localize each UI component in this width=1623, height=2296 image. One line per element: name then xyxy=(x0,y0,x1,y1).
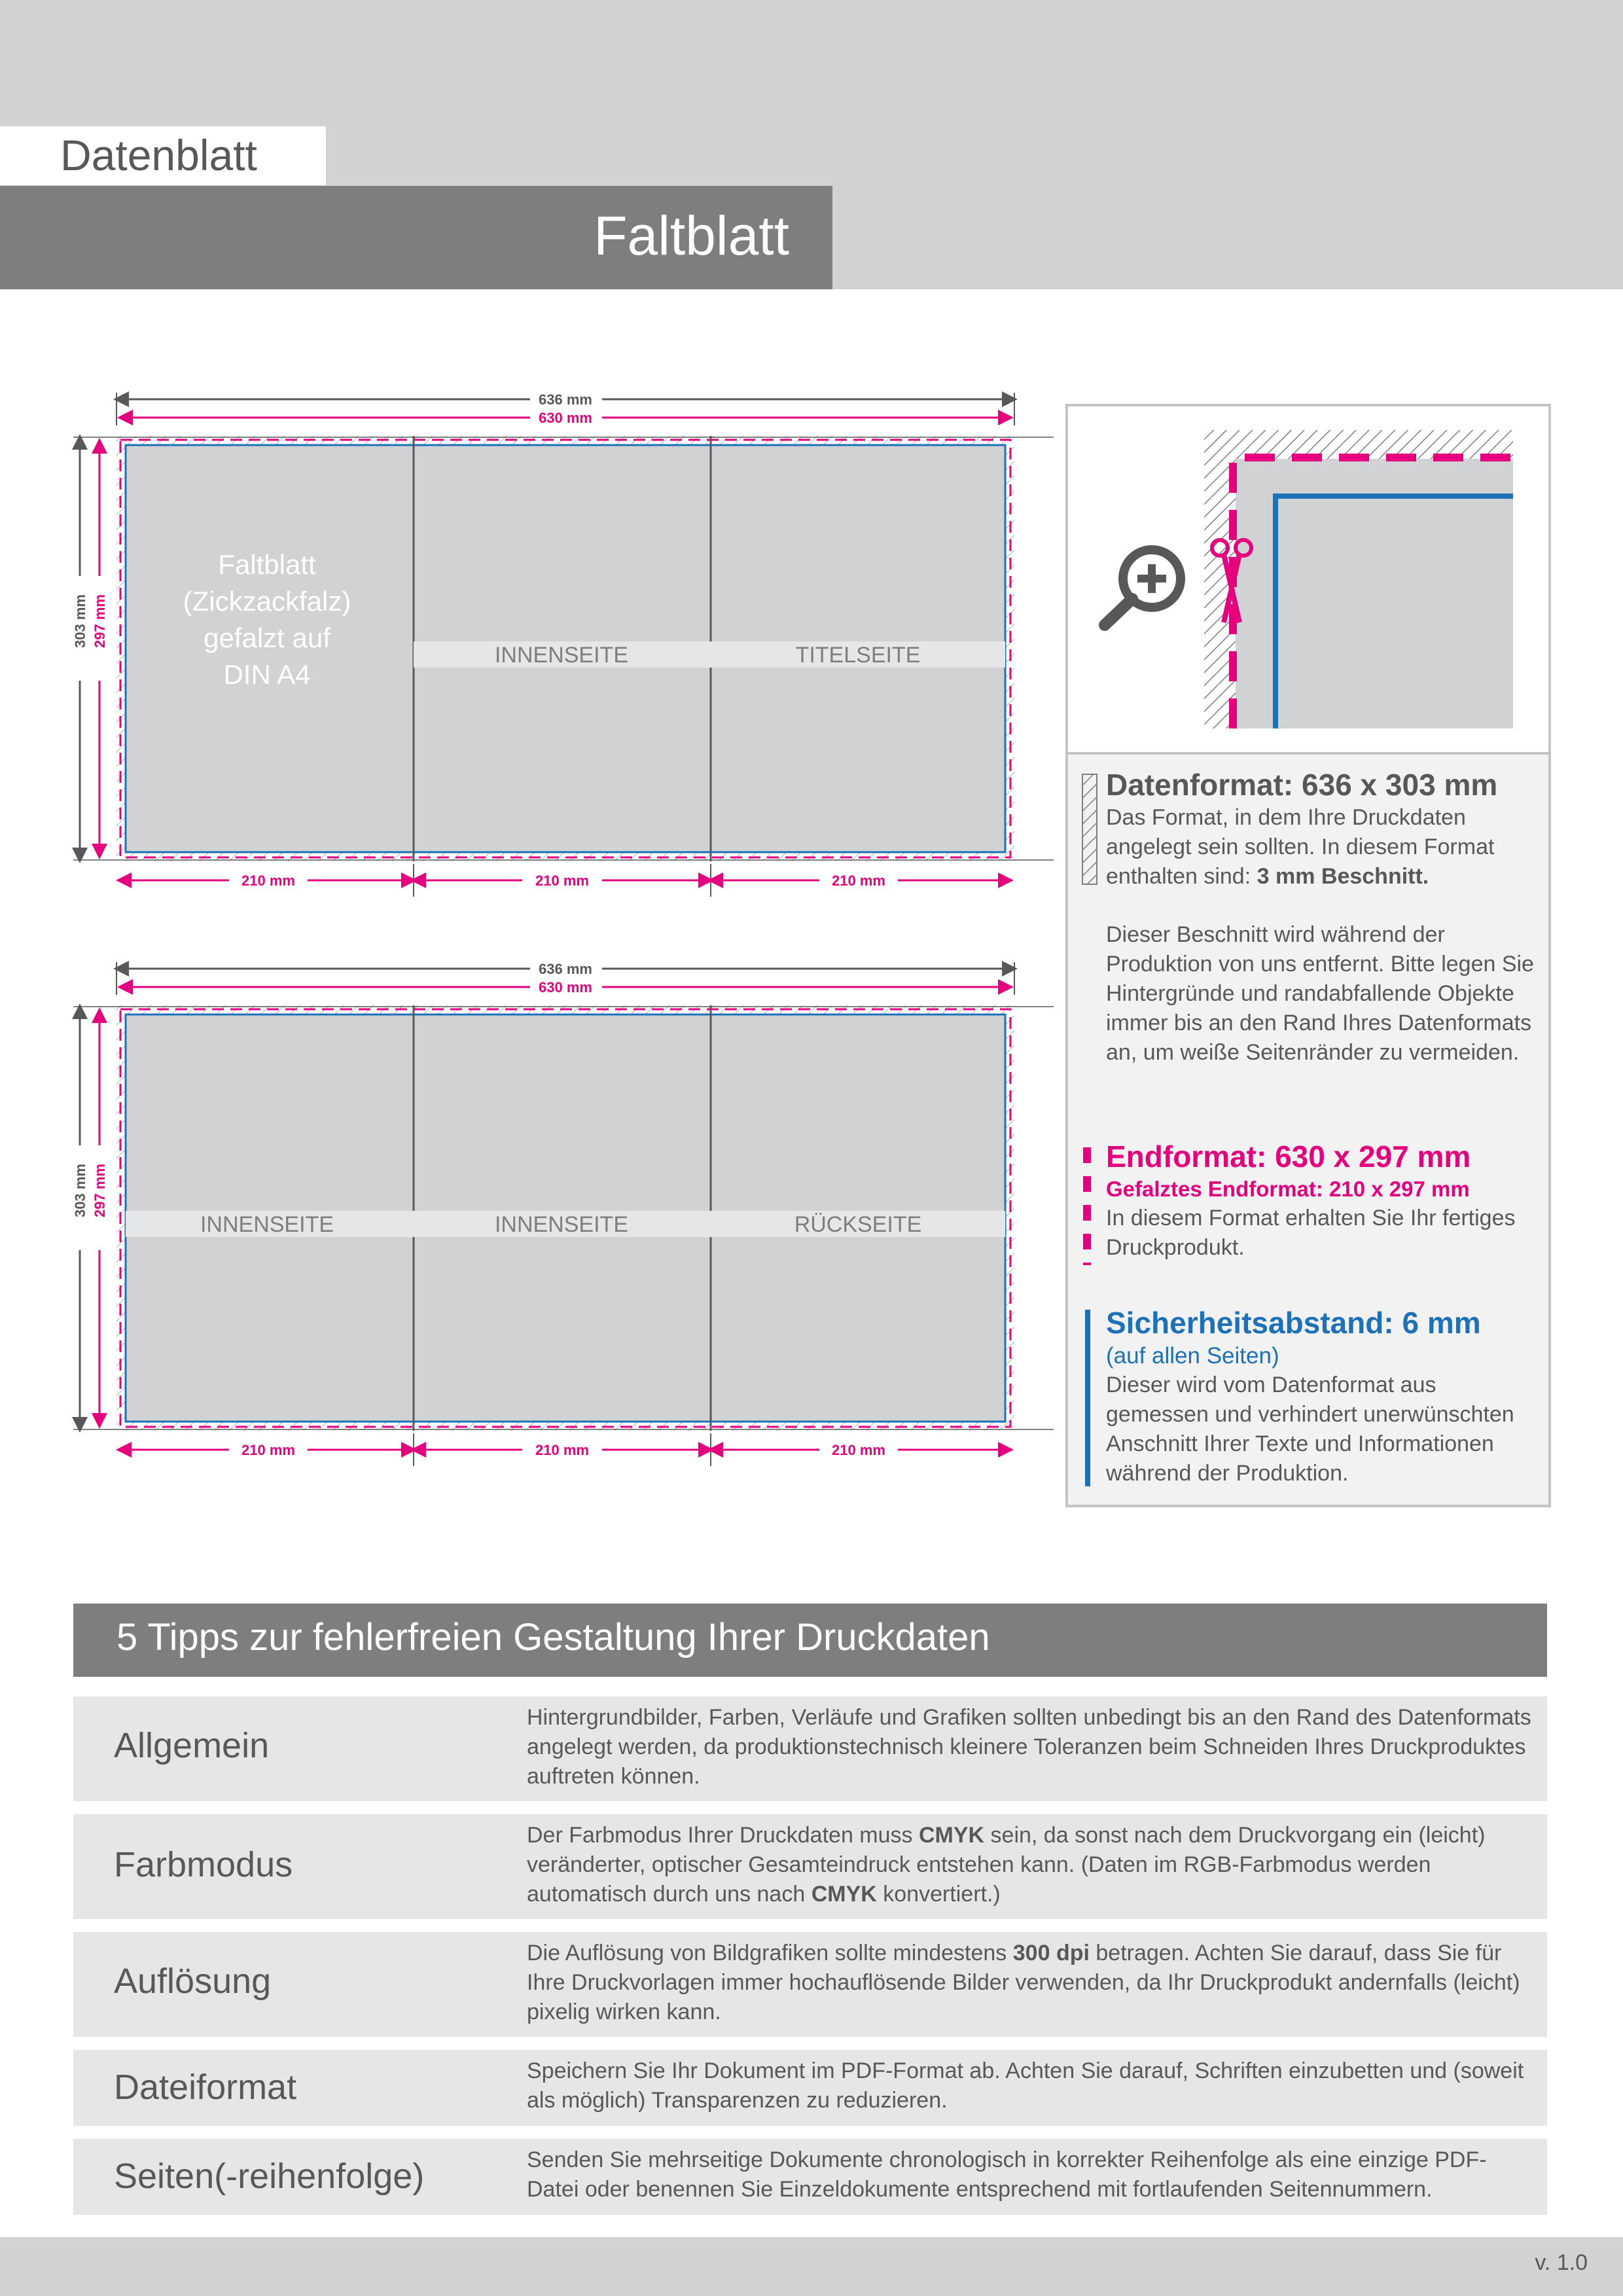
page-title: Faltblatt xyxy=(594,205,789,266)
panel-label-2: INNENSEITE xyxy=(494,1212,629,1237)
height-inner-label: 297 mm xyxy=(92,1164,108,1217)
diagram-bottom xyxy=(59,949,1080,1473)
tip-seiten xyxy=(73,2139,1547,2215)
sicherheit-text: Dieser wird vom Datenformat aus gemessen und verhindert unerwünschten Anschnitt Ihrer Texte und Informationen während der Produktion. xyxy=(1106,1372,1514,1486)
width-inner-label: 630 mm xyxy=(539,410,592,426)
endformat-subtitle: Gefalztes Endformat: 210 x 297 mm xyxy=(1106,1177,1470,1201)
tip-text: Die Auflösung von Bildgrafiken sollte mindestens 300 dpi betragen. Achten Sie darauf, dass Sie für Ihre Druckvorlagen immer hochauflösende Bilder verwenden, da Ihr Druckprodukt andernfalls (leicht) pixelig wirken kann. xyxy=(527,1941,1520,2024)
tip-aufloesung xyxy=(73,1932,1547,2037)
note-line-2: (Zickzackfalz) xyxy=(183,586,351,617)
sicherheit-title: Sicherheitsabstand: 6 mm xyxy=(1106,1306,1481,1340)
footer-band xyxy=(0,2237,1623,2296)
panel-width-3: 210 mm xyxy=(832,872,885,889)
doc-type-text: Datenblatt xyxy=(60,131,257,179)
panel-label-3: RÜCKSEITE xyxy=(794,1212,922,1237)
title-bar xyxy=(0,186,832,289)
tip-dateiformat xyxy=(73,2050,1547,2126)
tip-text: Hintergrundbilder, Farben, Verläufe und Grafiken sollten unbedingt bis an den Rand des Datenformats angelegt werden, da produktionstechnisch kleinere Toleranzen beim Schneiden Ihres Druckproduktes auftreten können. xyxy=(527,1705,1531,1789)
note-line-3: gefalzt auf xyxy=(204,622,330,653)
datenformat-section xyxy=(1106,766,1538,1067)
height-outer-label: 303 mm xyxy=(72,594,88,648)
zoom-detail xyxy=(1068,406,1548,755)
info-box xyxy=(1065,404,1551,1507)
panel-width-2: 210 mm xyxy=(535,872,589,889)
tip-text: Speichern Sie Ihr Dokument im PDF-Format ab. Achten Sie darauf, Schriften einzubetten und (soweit als möglich) Transparenzen zu reduzieren. xyxy=(527,2058,1524,2113)
panel-label-1: INNENSEITE xyxy=(200,1212,334,1237)
panel-label-3: TITELSEITE xyxy=(795,643,921,668)
version-label: v. 1.0 xyxy=(1535,2250,1588,2275)
note-line-1: Faltblatt xyxy=(218,549,316,580)
datenformat-marker xyxy=(1081,773,1098,886)
endformat-title: Endformat: 630 x 297 mm xyxy=(1106,1139,1471,1174)
panel-width-3: 210 mm xyxy=(832,1442,885,1458)
tip-allgemein xyxy=(73,1696,1547,1801)
tip-text: Senden Sie mehrseitige Dokumente chronologisch in korrekter Reihenfolge als eine einzige PDF-Datei oder benennen Sie Einzeldokumente entsprechend mit fortlaufenden Seitennummern. xyxy=(527,2147,1487,2202)
zoom-in-icon xyxy=(1105,550,1181,625)
width-outer-label: 636 mm xyxy=(539,961,592,977)
doc-type-label xyxy=(0,126,326,185)
sicherheit-section xyxy=(1106,1304,1538,1488)
panel-width-2: 210 mm xyxy=(535,1442,589,1458)
tip-title: Auflösung xyxy=(114,1962,272,2001)
tip-title: Dateiformat xyxy=(114,2068,297,2107)
endformat-section xyxy=(1106,1138,1538,1263)
width-inner-label: 630 mm xyxy=(539,979,592,996)
tip-title: Allgemein xyxy=(114,1726,270,1765)
panel-width-1: 210 mm xyxy=(241,1442,295,1458)
note-line-4: DIN A4 xyxy=(223,659,311,690)
datenformat-title: Datenformat: 636 x 303 mm xyxy=(1106,768,1498,802)
datenformat-text2: Dieser Beschnitt wird während der Produktion von uns entfernt. Bitte legen Sie Hintergründe und randabfallende Objekte immer bis an den Rand Ihres Datenformats an, um weiße Seitenränder zu vermeiden. xyxy=(1106,922,1534,1065)
sicherheit-marker xyxy=(1085,1310,1090,1486)
tips-heading: 5 Tipps zur fehlerfreien Gestaltung Ihrer Druckdaten xyxy=(116,1616,990,1659)
width-outer-label: 636 mm xyxy=(539,391,592,408)
diagram-top xyxy=(59,380,1080,903)
panel-label-2: INNENSEITE xyxy=(494,643,629,668)
panel-width-1: 210 mm xyxy=(241,872,295,889)
height-inner-label: 297 mm xyxy=(92,594,108,648)
tip-title: Farbmodus xyxy=(114,1845,293,1884)
tip-title: Seiten(-reihenfolge) xyxy=(114,2157,425,2196)
height-outer-label: 303 mm xyxy=(72,1164,88,1217)
sicherheit-subtitle: (auf allen Seiten) xyxy=(1106,1343,1279,1369)
tip-farbmodus xyxy=(73,1814,1547,1919)
endformat-text: In diesem Format erhalten Sie Ihr fertiges Druckprodukt. xyxy=(1106,1206,1516,1260)
tips-header xyxy=(73,1604,1547,1677)
datenformat-text1: Das Format, in dem Ihre Druckdaten angelegt sein sollten. In diesem Format enthalten sind: 3 mm Beschnitt. xyxy=(1106,805,1495,889)
tip-text: Der Farbmodus Ihrer Druckdaten muss CMYK sein, da sonst nach dem Druckvorgang ein (leicht) veränderter, optischer Gesamteindruck entstehen kann. (Daten im RGB-Farbmodus werden automatisch durch uns nach CMYK konvertiert.) xyxy=(527,1823,1486,1907)
endformat-marker xyxy=(1082,1147,1092,1265)
